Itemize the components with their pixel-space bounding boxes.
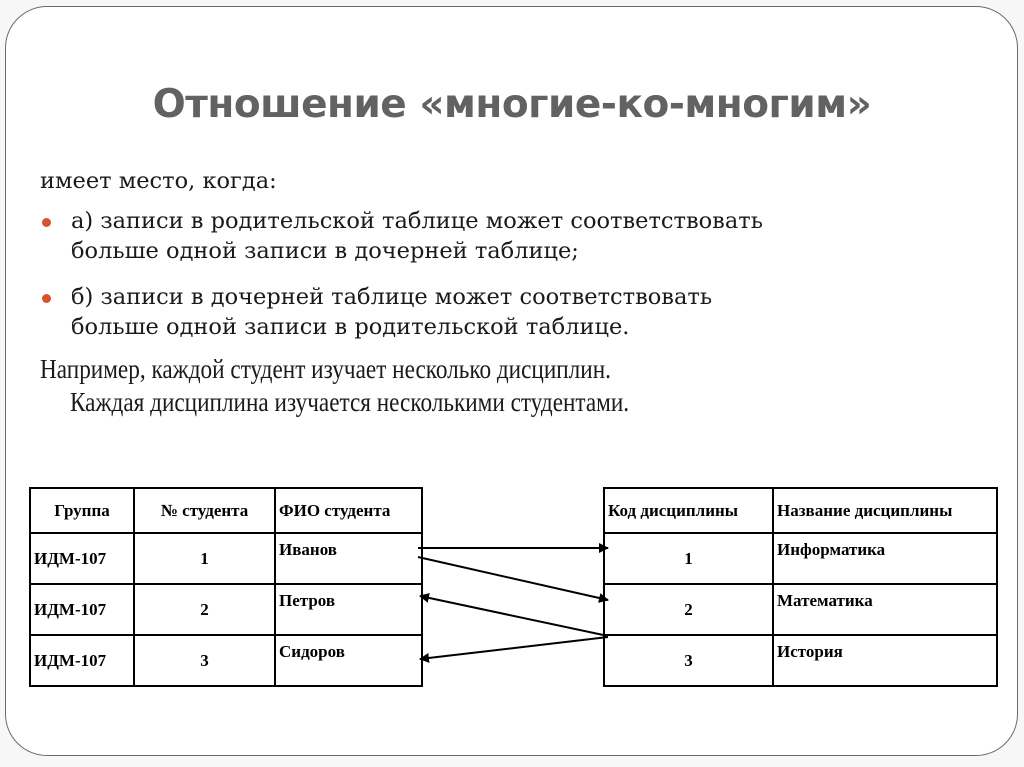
intro-text: имеет место, когда:	[40, 168, 277, 194]
column-header: Код дисциплины	[604, 488, 773, 533]
table-cell: Информатика	[773, 533, 997, 584]
table-cell: ИДМ-107	[30, 533, 134, 584]
column-header: Название дисциплины	[773, 488, 997, 533]
table-cell: 3	[604, 635, 773, 686]
bullet-a-line1: а) записи в родительской таблице может соответствовать	[71, 208, 763, 234]
bullet-b-line2: больше одной записи в родительской таблице.	[71, 314, 630, 340]
slide-title: Отношение «многие-ко-многим»	[152, 82, 872, 127]
table-cell: Математика	[773, 584, 997, 635]
table-cell: Сидоров	[275, 635, 422, 686]
bullet-a-line2: больше одной записи в дочерней таблице;	[71, 238, 579, 264]
table-cell: История	[773, 635, 997, 686]
bullet-b-line1: б) записи в дочерней таблице может соответствовать	[71, 284, 713, 310]
table-cell: ИДМ-107	[30, 635, 134, 686]
column-header: Группа	[30, 488, 134, 533]
table-cell: 3	[134, 635, 275, 686]
table-cell: 2	[134, 584, 275, 635]
table-cell: ИДМ-107	[30, 584, 134, 635]
example-line-2: Каждая дисциплина изучается несколькими студентами.	[70, 387, 630, 417]
table-cell: 1	[134, 533, 275, 584]
example-line-1: Например, каждой студент изучает несколько дисциплин.	[40, 354, 611, 384]
column-header: № студента	[134, 488, 275, 533]
table-cell: 2	[604, 584, 773, 635]
arrow-istoriya-sidorov	[420, 637, 608, 659]
column-header: ФИО студента	[275, 488, 422, 533]
arrow-istoriya-petrov	[420, 596, 608, 636]
table-cell: Петров	[275, 584, 422, 635]
table-cell: Иванов	[275, 533, 422, 584]
table-cell: 1	[604, 533, 773, 584]
arrow-ivanov-matematika	[418, 557, 608, 600]
